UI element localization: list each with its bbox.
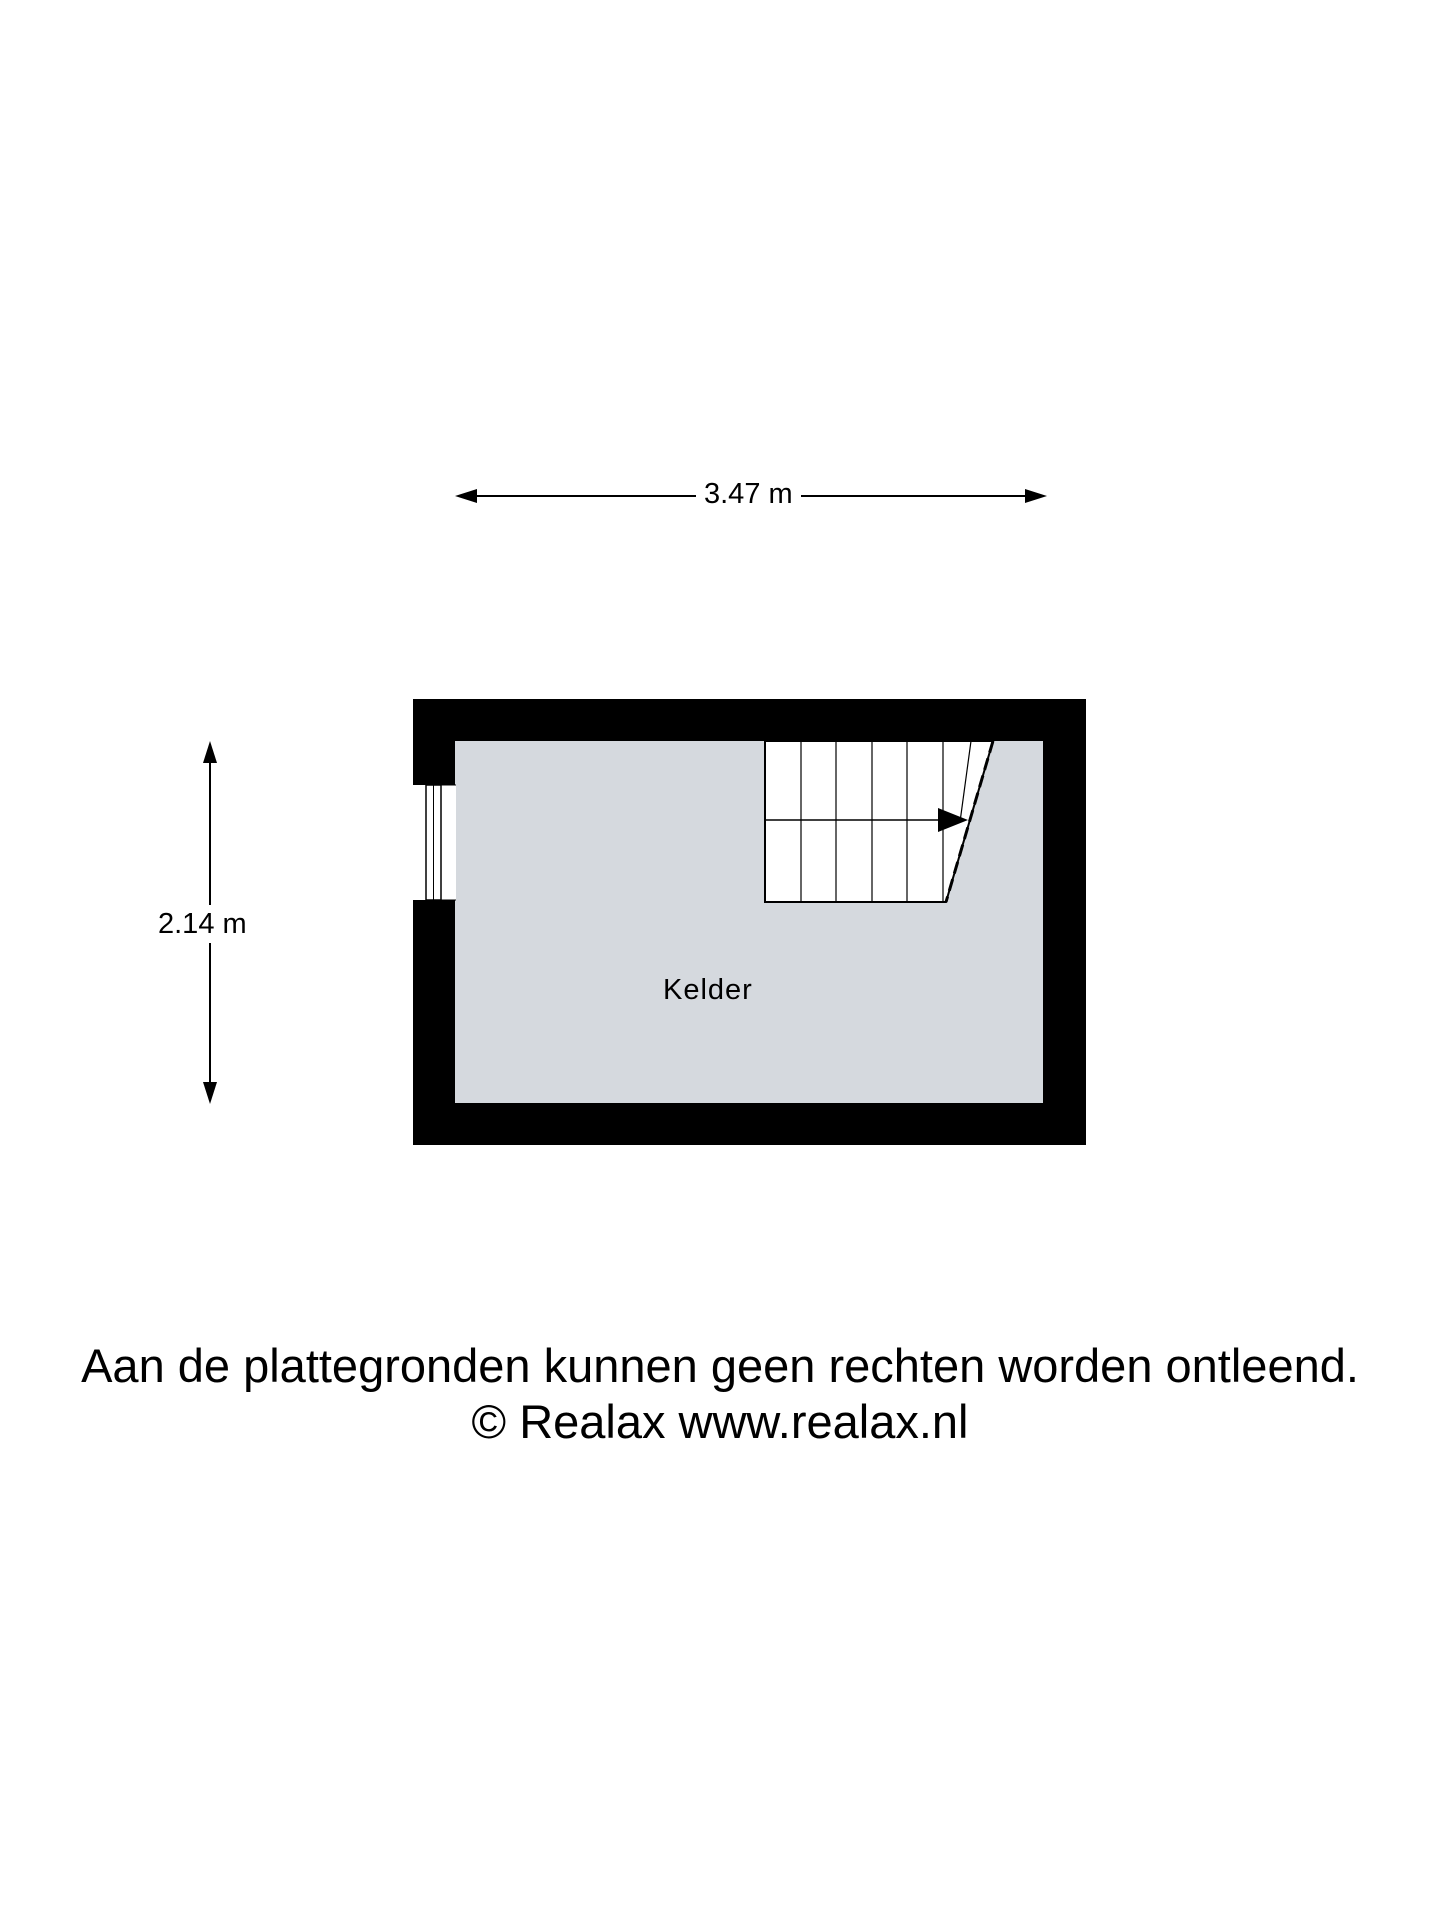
arrow-left-icon [455, 489, 477, 503]
room-name-label: Kelder [663, 974, 753, 1006]
window-icon [413, 785, 456, 900]
copyright-text: © Realax www.realax.nl [471, 1395, 969, 1448]
footer-disclaimer [0, 1338, 1440, 1450]
disclaimer-text: Aan de plattegronden kunnen geen rechten worden ontleend. [81, 1339, 1359, 1392]
arrow-down-icon [203, 1082, 217, 1104]
height-dimension-label: 2.14 m [158, 905, 247, 943]
arrow-up-icon [203, 741, 217, 763]
width-dimension-label: 3.47 m [696, 477, 801, 511]
arrow-right-icon [1025, 489, 1047, 503]
